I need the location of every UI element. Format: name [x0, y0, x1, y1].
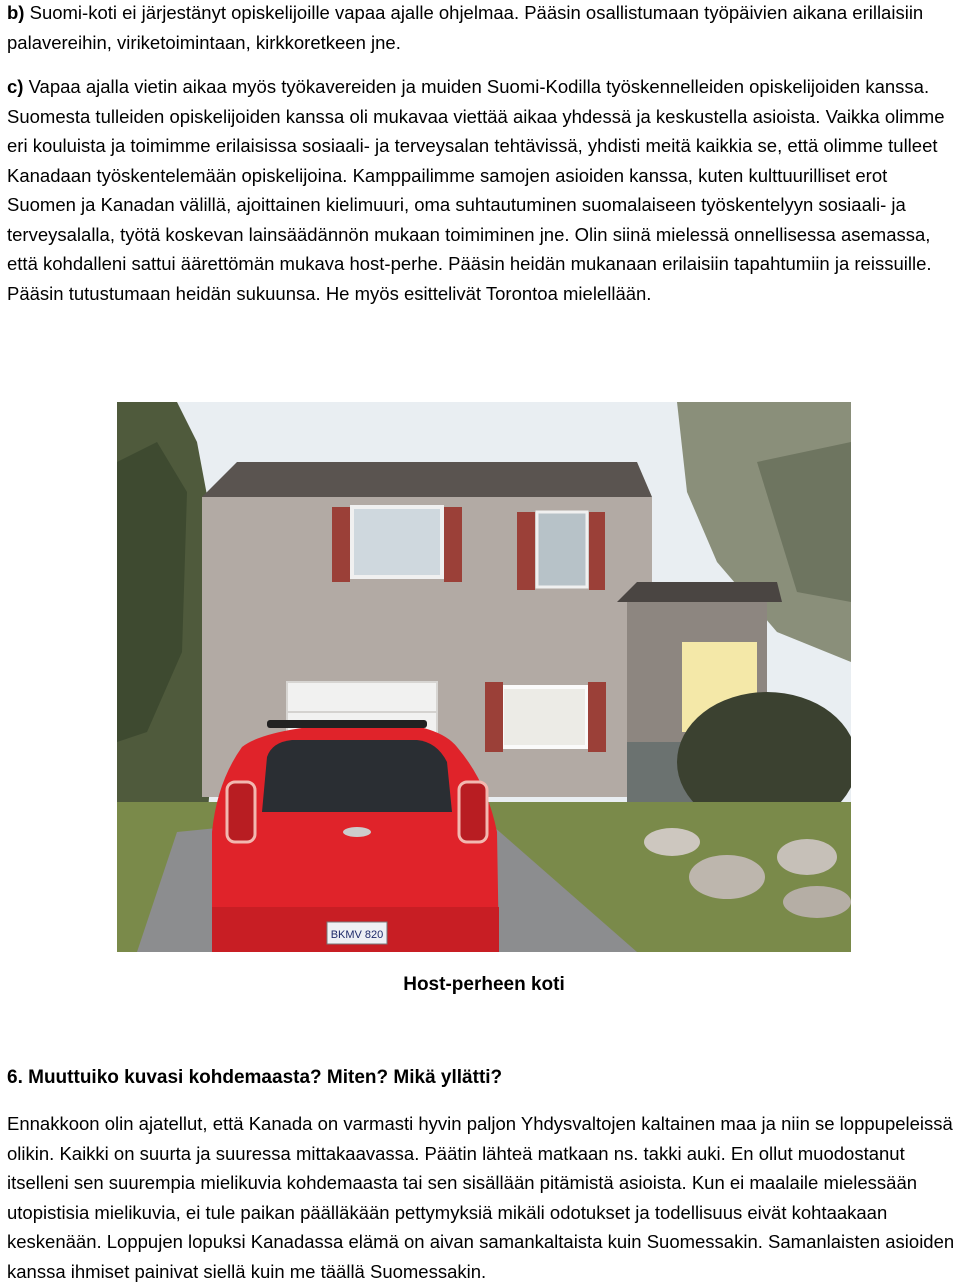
section-b-paragraph	[7, 0, 955, 57]
host-family-house-photo	[117, 402, 851, 952]
section-b-text: Suomi-koti ei järjestänyt opiskelijoille vapaa ajalle ohjelmaa. Pääsin osallistumaan työpäivien aikana erillaisiin palavereihin, viriketoimintaan, kirkkoretkeen jne.	[7, 2, 924, 53]
photo-caption: Host-perheen koti	[403, 974, 565, 995]
section-c-text: Vapaa ajalla vietin aikaa myös työkavereiden ja muiden Suomi-Kodilla työskennelleiden opiskelijoiden kanssa. Suomesta tulleiden opiskelijoiden kanssa oli mukavaa viettää aikaa yhdessä ja keskustella asioista. Vaikka olimme eri kouluista ja toimimme erilaisissa sosiaali- ja terveysalan tehtävissä, yhdisti meitä kaikkia se, että olimme tulleet Kanadaan työskentelemään opiskelijoina. Kamppailimme samojen asioiden kanssa, kuten kulttuurilliset erot Suomen ja Kanadan välillä, ajoittainen kielimuuri, oma suhtautuminen suomalaiseen työskentelyyn sosiaali- ja terveysalalla, työtä koskevan lainsäädännön mukaan toimiminen jne. Olin siinä mielessä onnellisessa asemassa, että kohdalleni sattui äärettömän mukava host-perhe. Pääsin heidän mukanaan erilaisiin tapahtumiin ja reissuille. Pääsin tutustumaan heidän sukuunsa. He myös esittelivät Torontoa mielellään.	[7, 76, 945, 304]
section-c-paragraph	[7, 72, 955, 308]
license-plate-text: BKMV 820	[330, 929, 384, 941]
section-b-marker: b)	[7, 2, 25, 23]
question-6-answer: Ennakkoon olin ajatellut, että Kanada on varmasti hyvin paljon Yhdysvaltojen kaltainen maa ja niin se loppupeleissä olikin. Kaikki on suurta ja suuressa mittakaavassa. Päätin lähteä matkaan ns. takki auki. En ollut muodostanut itselleni sen suurempia mielikuvia kohdemaasta tai sen sisällään pitämistä asioista. Kun ei maalaile mielessään utopistisia mielikuvia, ei tule paikan päälläkään pettymyksiä mikäli odotukset ja todellisuus eivät kohtaakaan keskenään. Loppujen lopuksi Kanadassa elämä on aivan samankaltaista kuin Suomessakin. Samanlaisten asioiden kanssa ihmiset painivat siellä kuin me täällä Suomessakin.	[7, 1113, 955, 1282]
question-6-heading: 6. Muuttuiko kuvasi kohdemaasta? Miten? Mikä yllätti?	[7, 1067, 503, 1088]
section-c-marker: c)	[7, 76, 24, 97]
